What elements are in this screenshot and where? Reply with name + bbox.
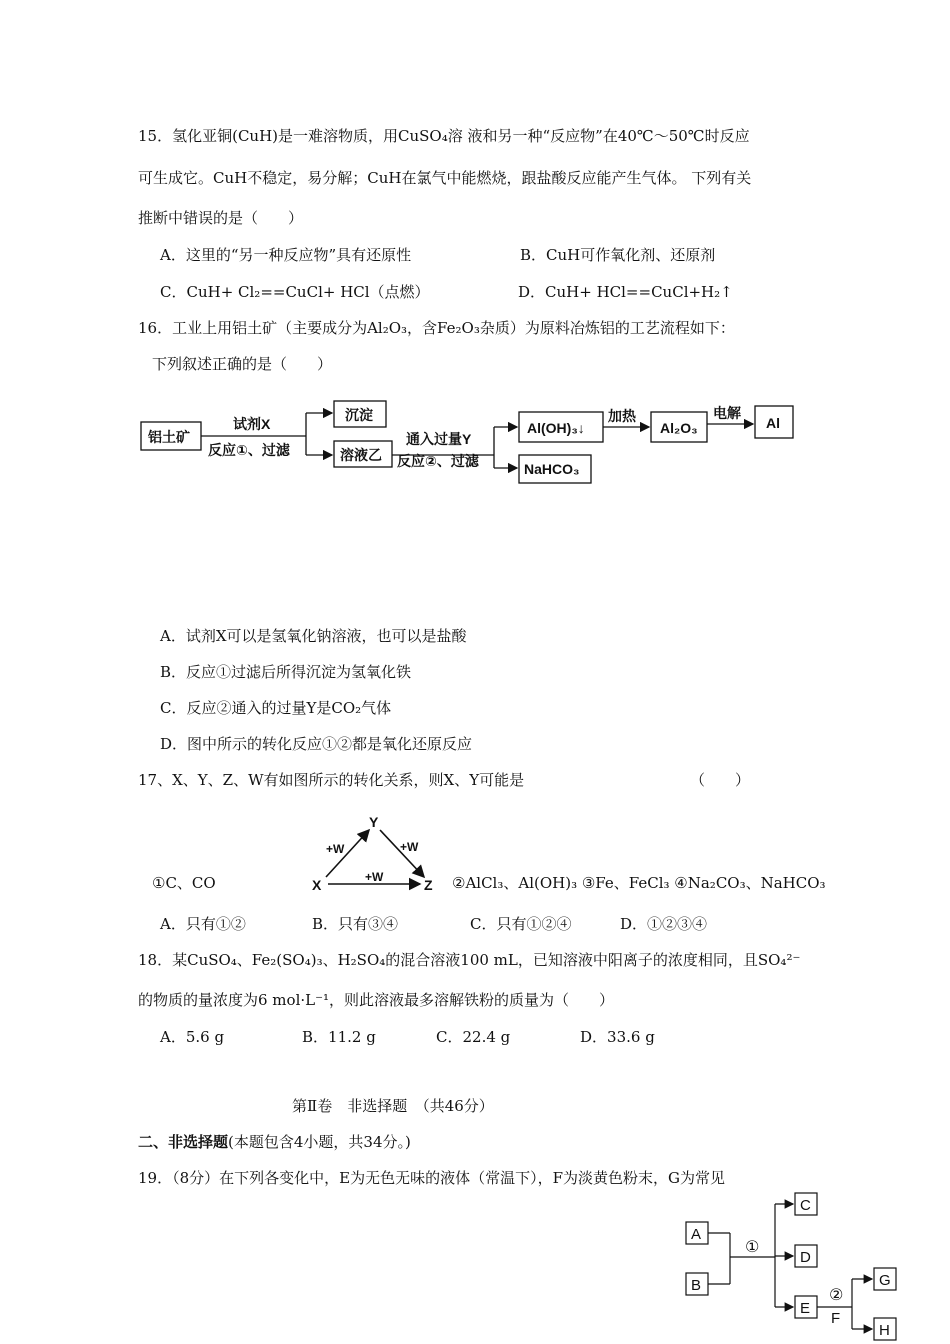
q17-node-z: Z <box>424 877 433 893</box>
q19-label-b: B <box>691 1277 702 1294</box>
q17-choices-2-3-4: ②AlCl₃、Al(OH)₃ ③Fe、FeCl₃ ④Na₂CO₃、NaHCO₃ <box>452 874 826 892</box>
q17-option-a: A．只有①② <box>160 915 246 933</box>
q17-stem: 17、X、Y、Z、W有如图所示的转化关系，则X、Y可能是 <box>138 771 525 789</box>
label-al2o3: Al₂O₃ <box>660 420 698 436</box>
q18-option-d: D．33.6 g <box>580 1028 655 1046</box>
label-reagent-x: 试剂X <box>233 416 271 432</box>
q17-answer-paren: （ ） <box>690 771 751 789</box>
q17-option-c: C．只有①②④ <box>470 915 572 933</box>
q15-stem-line3: 推断中错误的是（ ） <box>138 209 304 227</box>
q15-option-a: A．这里的“另一种反应物”具有还原性 <box>160 246 412 264</box>
label-nahco3: NaHCO₃ <box>524 461 580 477</box>
label-solution-b: 溶液乙 <box>340 447 382 463</box>
label-precipitate: 沉淀 <box>345 407 373 423</box>
q17-option-b: B．只有③④ <box>312 915 399 933</box>
q18-option-c: C．22.4 g <box>436 1028 511 1046</box>
q19-label-h: H <box>879 1322 890 1339</box>
q19-stem: 19．（8分）在下列各变化中，E为无色无味的液体（常温下），F为淡黄色粉末，G为常见 <box>138 1169 725 1187</box>
label-step1: 反应①、过滤 <box>208 442 290 458</box>
q18-option-a: A．5.6 g <box>160 1028 225 1046</box>
q15-option-b: B．CuH可作氧化剂、还原剂 <box>520 246 716 264</box>
section-heading-rest: (本题包含4小题，共34分。) <box>228 1133 411 1151</box>
section-heading-bold: 二、非选择题 <box>138 1133 229 1151</box>
part2-title: 第Ⅱ卷 非选择题 （共46分） <box>292 1097 494 1115</box>
q19-label-g: G <box>879 1272 891 1289</box>
q17-node-y: Y <box>369 814 379 830</box>
label-step2: 反应②、过滤 <box>397 453 479 469</box>
label-heat: 加热 <box>608 408 636 424</box>
label-excess-y: 通入过量Y <box>406 431 472 447</box>
q16-option-c: C．反应②通入的过量Y是CO₂气体 <box>160 699 392 717</box>
q16-stem-line1: 16．工业上用铝土矿（主要成分为Al₂O₃，含Fe₂O₃杂质）为原料冶炼铝的工艺流程如下： <box>138 319 735 337</box>
q17-option-d: D．①②③④ <box>620 915 708 933</box>
q16-option-b: B．反应①过滤后所得沉淀为氢氧化铁 <box>160 663 412 681</box>
label-bauxite: 铝土矿 <box>148 429 190 445</box>
q19-label-a: A <box>691 1226 702 1243</box>
q18-stem-line2: 的物质的量浓度为6 mol·L⁻¹，则此溶液最多溶解铁粉的质量为（ ） <box>138 991 615 1009</box>
q17-label-w-left: +W <box>326 842 345 856</box>
q19-label-d: D <box>800 1249 811 1266</box>
q17-label-w-right: +W <box>400 840 419 854</box>
q15-option-c: C．CuH+ Cl₂==CuCl+ HCl（点燃） <box>160 283 430 301</box>
q19-label-step2: ② <box>829 1287 844 1304</box>
q19-label-c: C <box>800 1197 811 1214</box>
q16-stem-line2: 下列叙述正确的是（ ） <box>152 355 333 373</box>
q16-option-a: A．试剂X可以是氢氧化钠溶液，也可以是盐酸 <box>160 627 467 645</box>
q16-option-d: D．图中所示的转化反应①②都是氧化还原反应 <box>160 735 473 753</box>
q15-stem-line2: 可生成它。CuH不稳定，易分解；CuH在氯气中能燃烧，跟盐酸反应能产生气体。 下列有关 <box>138 169 752 187</box>
label-electrolysis: 电解 <box>713 405 741 421</box>
q15-option-d: D．CuH+ HCl==CuCl+H₂↑ <box>518 283 733 301</box>
label-aloh3: Al(OH)₃↓ <box>527 420 585 436</box>
q18-stem-line1: 18．某CuSO₄、Fe₂(SO₄)₃、H₂SO₄的混合溶液100 mL，已知溶液中阳离子的浓度相同，且SO₄²⁻ <box>138 951 801 969</box>
q18-option-b: B．11.2 g <box>302 1028 376 1046</box>
q19-label-e: E <box>800 1300 811 1317</box>
section-heading <box>138 1132 411 1152</box>
q17-label-w-bottom: +W <box>365 870 384 884</box>
q19-label-step1: ① <box>745 1239 760 1256</box>
q19-label-f: F <box>831 1310 841 1327</box>
q15-stem-line1: 15．氢化亚铜(CuH)是一难溶物质，用CuSO₄溶 液和另一种“反应物”在40℃～50℃时反应 <box>138 127 750 145</box>
q17-choice-1: ①C、CO <box>152 874 216 892</box>
q17-node-x: X <box>312 877 322 893</box>
label-al: Al <box>766 415 780 431</box>
